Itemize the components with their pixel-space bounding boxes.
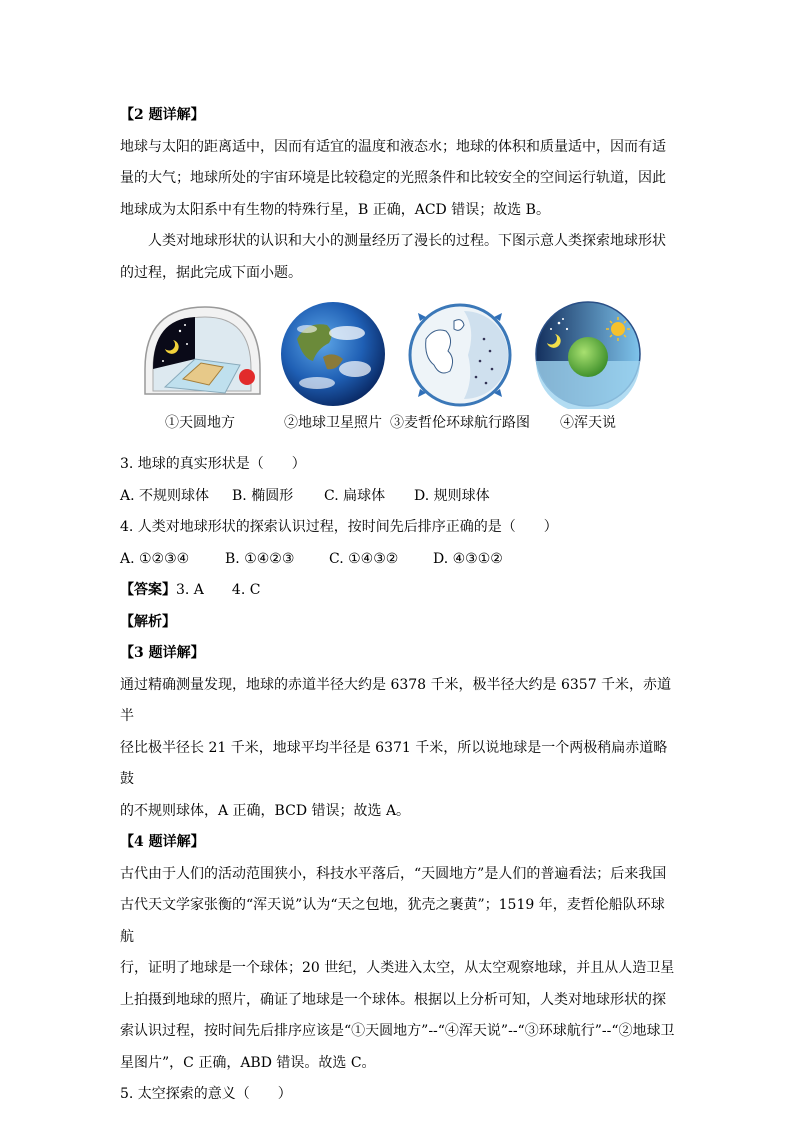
voyage-map-icon	[404, 299, 516, 409]
q3-detail-line-2: 径比极半径长 21 千米，地球平均半径是 6371 千米，所以说地球是一个两极稍扁赤道略鼓	[120, 739, 668, 787]
q2-heading: 【2 题详解】	[120, 107, 205, 123]
figure-3	[390, 299, 530, 433]
q3-option-c[interactable]: C. 扁球体	[324, 487, 386, 504]
dome-icon	[135, 299, 265, 409]
q4-stem: 4. 人类对地球形状的探索认识过程，按时间先后排序正确的是（ ）	[120, 519, 558, 535]
q4-detail-line-1: 古代由于人们的活动范围狭小，科技水平落后，“天圆地方”是人们的普遍看法；后来我国	[120, 865, 667, 882]
figure-2-caption: ②地球卫星照片	[284, 415, 382, 431]
q5-stem: 5. 太空探索的意义（ ）	[120, 1086, 292, 1102]
q4-option-d[interactable]: D. ④③①②	[433, 550, 503, 567]
q4-detail-line-2: 古代天文学家张衡的“浑天说”认为“天之包地，犹壳之裹黄”；1519 年，麦哲伦船队环球航	[120, 897, 665, 945]
earth-photo-icon	[277, 299, 389, 409]
q4-option-c[interactable]: C. ①④③②	[329, 550, 399, 567]
intro-line-1: 人类对地球形状的认识和大小的测量经历了漫长的过程。下图示意人类探索地球形状	[148, 233, 666, 249]
q4-detail-line-6: 星图片”，C 正确，ABD 错误。故选 C。	[120, 1054, 376, 1071]
q3-option-b[interactable]: B. 椭圆形	[232, 487, 294, 504]
figure-4	[518, 299, 658, 433]
figure-2	[263, 299, 403, 433]
q3-detail-line-1: 通过精确测量发现，地球的赤道半径大约是 6378 千米，极半径大约是 6357 千米，赤道半	[120, 676, 672, 724]
q4-option-a[interactable]: A. ①②③④	[120, 550, 190, 567]
answer-text: 3. A 4. C	[176, 582, 261, 598]
q4-detail-heading: 【4 题详解】	[120, 834, 205, 850]
q3-stem: 3. 地球的真实形状是（ ）	[120, 456, 306, 472]
q4-detail-line-3: 行，证明了地球是一个球体；20 世纪，人类进入太空，从太空观察地球，并且从人造卫星	[120, 960, 675, 976]
q4-detail-line-4: 上拍摄到地球的照片，确证了地球是一个球体。根据以上分析可知，人类对地球形状的探	[120, 991, 666, 1008]
intro-line-2: 的过程，据此完成下面小题。	[120, 264, 302, 281]
q4-options	[120, 544, 675, 576]
figure-1	[130, 299, 270, 433]
figure-1-caption: ①天圆地方	[165, 415, 235, 431]
q2-line-2: 量的大气；地球所处的宇宙环境是比较稳定的光照条件和比较安全的空间运行轨道，因此	[120, 170, 666, 186]
answer-line	[120, 575, 675, 607]
q3-detail-line-3: 的不规则球体，A 正确，BCD 错误；故选 A。	[120, 802, 411, 819]
celestial-sphere-icon	[523, 299, 653, 409]
q2-line-1: 地球与太阳的距离适中，因而有适宜的温度和液态水；地球的体积和质量适中，因而有适	[120, 138, 666, 155]
document-page	[120, 100, 675, 1111]
answer-label: 【答案】	[120, 582, 176, 598]
q4-option-b[interactable]: B. ①④②③	[225, 550, 295, 567]
q3-detail-heading: 【3 题详解】	[120, 645, 205, 661]
q3-option-d[interactable]: D. 规则球体	[414, 487, 490, 504]
figure-row	[120, 299, 675, 449]
q3-options	[120, 481, 675, 513]
analysis-heading: 【解析】	[120, 613, 176, 630]
q4-detail-line-5: 索认识过程，按时间先后排序应该是“①天圆地方”--“④浑天说”--“③环球航行”--“②地球卫	[120, 1023, 675, 1039]
figure-3-caption: ③麦哲伦环球航行路图	[390, 415, 530, 431]
figure-4-caption: ④浑天说	[560, 415, 616, 431]
q3-option-a[interactable]: A. 不规则球体	[120, 487, 210, 504]
q2-line-3: 地球成为太阳系中有生物的特殊行星，B 正确，ACD 错误；故选 B。	[120, 201, 550, 218]
